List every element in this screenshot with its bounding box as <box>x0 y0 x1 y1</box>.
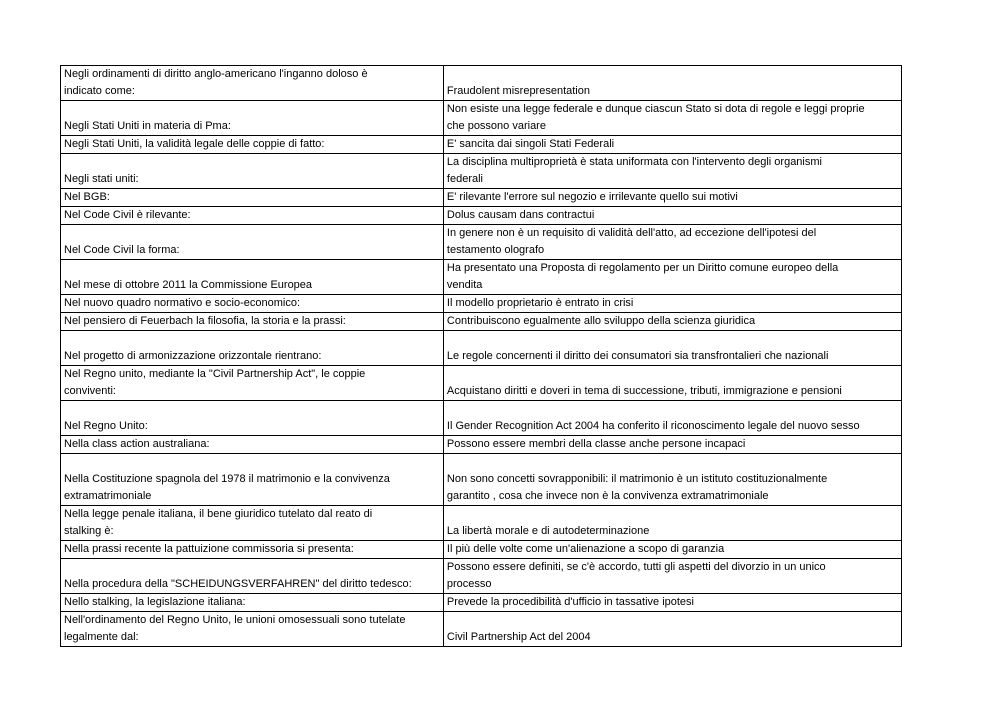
table-row <box>61 401 902 436</box>
question-cell <box>61 313 444 331</box>
answer-cell-line: Dolus causam dans contractui <box>446 209 595 221</box>
question-cell <box>61 136 444 154</box>
table-row <box>61 295 902 313</box>
answer-cell <box>443 207 901 225</box>
answer-cell-line: Prevede la procedibilità d'ufficio in tassative ipotesi <box>446 596 694 608</box>
answer-cell <box>443 331 901 366</box>
answer-cell-line: che possono variare <box>446 120 546 132</box>
question-cell-line: Nella Costituzione spagnola del 1978 il matrimonio e la convivenza <box>64 473 390 485</box>
table-row <box>61 101 902 136</box>
question-cell-line: Negli ordinamenti di diritto anglo-americano l'inganno doloso è <box>64 68 368 80</box>
qa-table-body <box>61 66 902 647</box>
answer-cell <box>443 225 901 260</box>
table-row <box>61 154 902 189</box>
answer-cell-line: Il più delle volte come un'alienazione a scopo di garanzia <box>446 543 725 555</box>
question-cell <box>61 189 444 207</box>
question-cell <box>61 401 444 436</box>
answer-cell-line: Il modello proprietario è entrato in crisi <box>446 297 634 309</box>
answer-cell-line: E' rilevante l'errore sul negozio e irrilevante quello sui motivi <box>446 191 738 203</box>
answer-cell <box>443 189 901 207</box>
answer-cell <box>443 594 901 612</box>
qa-table <box>60 65 902 647</box>
question-cell-line: Negli stati uniti: <box>64 173 139 185</box>
question-cell <box>61 612 444 647</box>
question-cell-line: conviventi: <box>64 385 116 397</box>
answer-cell-line: garantito , cosa che invece non è la convivenza extramatrimoniale <box>446 490 769 502</box>
table-row <box>61 506 902 541</box>
answer-cell-line: Le regole concernenti il diritto dei consumatori sia transfrontalieri che nazionali <box>446 350 829 362</box>
table-row <box>61 594 902 612</box>
answer-cell <box>443 366 901 401</box>
table-row <box>61 260 902 295</box>
table-row <box>61 454 902 506</box>
answer-cell-line: processo <box>446 578 492 590</box>
question-cell-line: stalking è: <box>64 525 114 537</box>
answer-cell <box>443 295 901 313</box>
question-cell-line: Nel Regno unito, mediante la "Civil Partnership Act", le coppie <box>64 368 366 380</box>
answer-cell <box>443 559 901 594</box>
answer-cell <box>443 401 901 436</box>
answer-cell-line: testamento olografo <box>446 244 545 256</box>
question-cell-line: Nel progetto di armonizzazione orizzontale rientrano: <box>64 350 322 362</box>
answer-cell-line: La libertà morale e di autodeterminazione <box>446 525 650 537</box>
question-cell-line: Nel Code Civil è rilevante: <box>64 209 191 221</box>
answer-cell <box>443 612 901 647</box>
answer-cell-line: E' sancita dai singoli Stati Federali <box>446 138 615 150</box>
question-cell <box>61 154 444 189</box>
answer-cell <box>443 541 901 559</box>
answer-cell-line: vendita <box>446 279 483 291</box>
answer-cell-line: federali <box>446 173 483 185</box>
question-cell-line: indicato come: <box>64 85 135 97</box>
question-cell <box>61 331 444 366</box>
question-cell <box>61 207 444 225</box>
table-row <box>61 612 902 647</box>
question-cell <box>61 594 444 612</box>
answer-cell-line: Civil Partnership Act del 2004 <box>446 631 591 643</box>
question-cell <box>61 295 444 313</box>
question-cell <box>61 436 444 454</box>
table-row <box>61 541 902 559</box>
answer-cell-line: Acquistano diritti e doveri in tema di successione, tributi, immigrazione e pensioni <box>446 385 842 397</box>
question-cell-line: Nella legge penale italiana, il bene giuridico tutelato dal reato di <box>64 508 373 520</box>
question-cell-line: Nel Regno Unito: <box>64 420 148 432</box>
question-cell <box>61 541 444 559</box>
question-cell-line: Nella prassi recente la pattuizione commissoria si presenta: <box>64 543 354 555</box>
table-row <box>61 66 902 101</box>
table-row <box>61 136 902 154</box>
answer-cell-line: Possono essere definiti, se c'è accordo, tutti gli aspetti del divorzio in un unico <box>446 561 826 573</box>
table-row <box>61 366 902 401</box>
question-cell-line: Nella class action australiana: <box>64 438 210 450</box>
question-cell <box>61 66 444 101</box>
question-cell-line: Negli Stati Uniti, la validità legale delle coppie di fatto: <box>64 138 325 150</box>
question-cell-line: Nel nuovo quadro normativo e socio-economico: <box>64 297 301 309</box>
question-cell <box>61 366 444 401</box>
question-cell <box>61 101 444 136</box>
answer-cell <box>443 101 901 136</box>
answer-cell <box>443 506 901 541</box>
answer-cell-line: Non sono concetti sovrapponibili: il matrimonio è un istituto costituzionalmente <box>446 473 828 485</box>
question-cell <box>61 225 444 260</box>
table-row <box>61 331 902 366</box>
table-row <box>61 559 902 594</box>
answer-cell-line: Non esiste una legge federale e dunque ciascun Stato si dota di regole e leggi proprie <box>446 103 865 115</box>
question-cell <box>61 559 444 594</box>
question-cell-line: Nel pensiero di Feuerbach la filosofia, la storia e la prassi: <box>64 315 346 327</box>
question-cell-line: Nell'ordinamento del Regno Unito, le unioni omosessuali sono tutelate <box>64 614 406 626</box>
answer-cell <box>443 154 901 189</box>
question-cell-line: Nella procedura della "SCHEIDUNGSVERFAHREN" del diritto tedesco: <box>64 578 412 590</box>
question-cell-line: Nel BGB: <box>64 191 110 203</box>
question-cell-line: Nel mese di ottobre 2011 la Commissione Europea <box>64 279 313 291</box>
answer-cell-line: La disciplina multiproprietà è stata uniformata con l'intervento degli organismi <box>446 156 822 168</box>
answer-cell <box>443 454 901 506</box>
answer-cell-line: Possono essere membri della classe anche persone incapaci <box>446 438 746 450</box>
question-cell <box>61 454 444 506</box>
answer-cell <box>443 136 901 154</box>
table-row <box>61 225 902 260</box>
question-cell <box>61 506 444 541</box>
answer-cell-line: Contribuiscono egualmente allo sviluppo della scienza giuridica <box>446 315 756 327</box>
question-cell-line: legalmente dal: <box>64 631 139 643</box>
answer-cell <box>443 313 901 331</box>
answer-cell-line: Il Gender Recognition Act 2004 ha conferito il riconoscimento legale del nuovo sesso <box>446 420 860 432</box>
question-cell-line: Nello stalking, la legislazione italiana: <box>64 596 246 608</box>
answer-cell-line: Fraudolent misrepresentation <box>446 85 590 97</box>
question-cell-line: extramatrimoniale <box>64 490 152 502</box>
table-row <box>61 189 902 207</box>
table-row <box>61 436 902 454</box>
question-cell <box>61 260 444 295</box>
answer-cell-line: In genere non è un requisito di validità dell'atto, ad eccezione dell'ipotesi del <box>446 227 817 239</box>
question-cell-line: Nel Code Civil la forma: <box>64 244 180 256</box>
table-row <box>61 207 902 225</box>
question-cell-line: Negli Stati Uniti in materia di Pma: <box>64 120 231 132</box>
answer-cell <box>443 66 901 101</box>
answer-cell <box>443 260 901 295</box>
answer-cell <box>443 436 901 454</box>
answer-cell-line: Ha presentato una Proposta di regolamento per un Diritto comune europeo della <box>446 262 839 274</box>
table-row <box>61 313 902 331</box>
